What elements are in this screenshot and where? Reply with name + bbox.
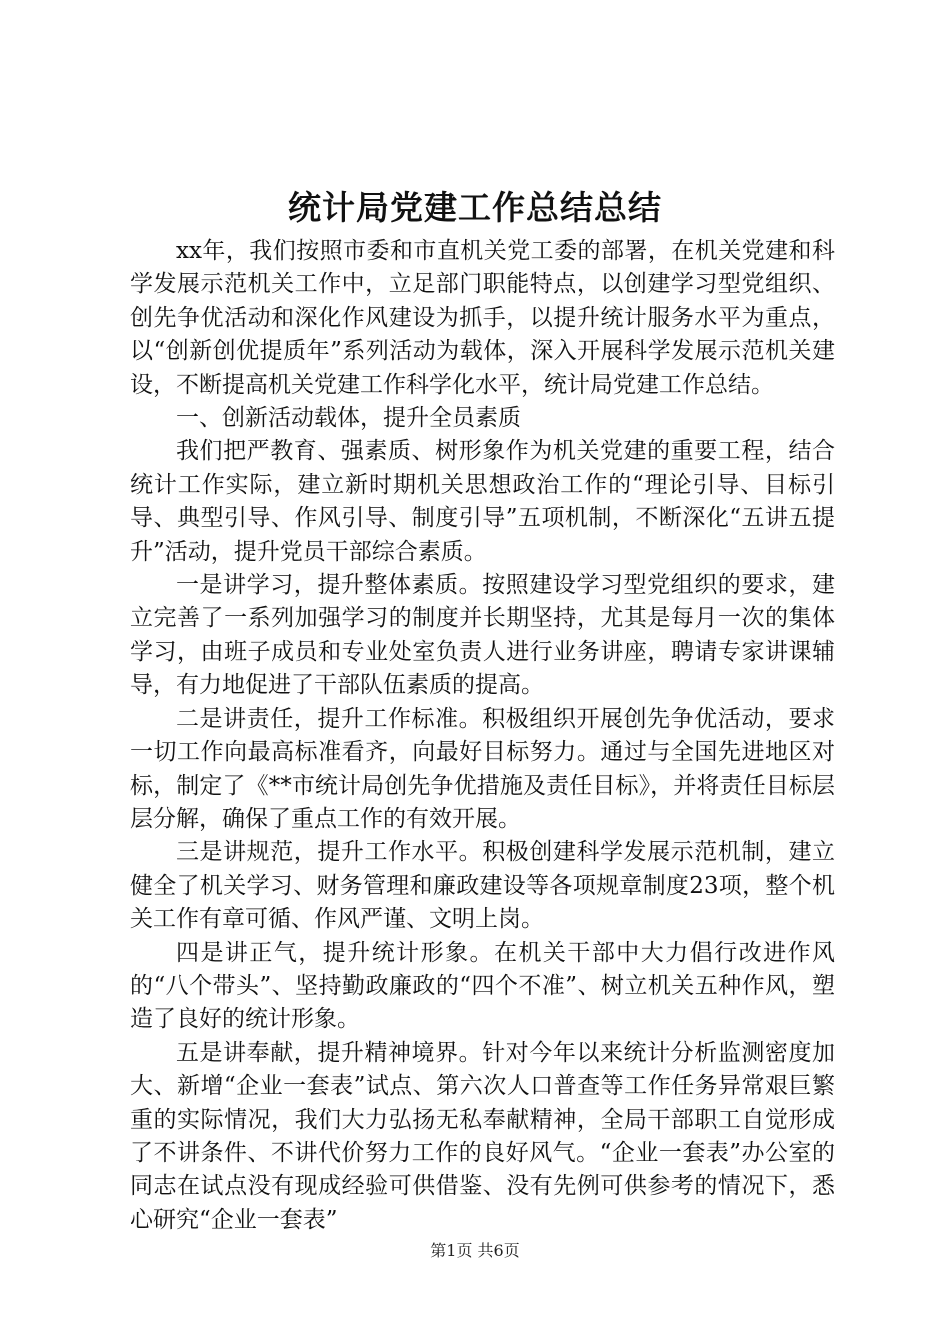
paragraph: 我们把严教育、强素质、树形象作为机关党建的重要工程，结合统计工作实际，建立新时期机关思想政治工作的“理论引导、目标引导、典型引导、作风引导、制度引导”五项机制，不断深化“五讲五提升”活动，提升党员干部综合素质。 <box>130 438 835 565</box>
paragraph: 二是讲责任，提升工作标准。积极组织开展创先争优活动，要求一切工作向最高标准看齐，向最好目标努力。通过与全国先进地区对标，制定了《**市统计局创先争优措施及责任目标》，并将责任目标层层分解，确保了重点工作的有效开展。 <box>130 705 835 832</box>
paragraph: 三是讲规范，提升工作水平。积极创建科学发展示范机制，建立健全了机关学习、财务管理和廉政建设等各项规章制度23项，整个机关工作有章可循、作风严谨、文明上岗。 <box>130 839 835 933</box>
paragraph: 一是讲学习，提升整体素质。按照建设学习型党组织的要求，建立完善了一系列加强学习的制度并长期坚持，尤其是每月一次的集体学习，由班子成员和专业处室负责人进行业务讲座，聘请专家讲课辅导，有力地促进了干部队伍素质的提高。 <box>130 572 835 699</box>
page-number-footer: 第1页 共6页 <box>430 1241 520 1260</box>
paragraph-intro: xx年，我们按照市委和市直机关党工委的部署，在机关党建和科学发展示范机关工作中，立足部门职能特点，以创建学习型党组织、创先争优活动和深化作风建设为抓手，以提升统计服务水平为重点，以“创新创优提质年”系列活动为载体，深入开展科学发展示范机关建设，不断提高机关党建工作科学化水平，统计局党建工作总结。 <box>130 238 835 398</box>
paragraph: 五是讲奉献，提升精神境界。针对今年以来统计分析监测密度加大、新增“企业一套表”试点、第六次人口普查等工作任务异常艰巨繁重的实际情况，我们大力弘扬无私奉献精神，全局干部职工自觉形成了不讲条件、不讲代价努力工作的良好风气。“企业一套表”办公室的同志在试点没有现成经验可供借鉴、没有先例可供参考的情况下，悉心研究“企业一套表” <box>130 1039 835 1233</box>
document-body <box>130 235 835 1237</box>
paragraph: 四是讲正气，提升统计形象。在机关干部中大力倡行改进作风的“八个带头”、坚持勤政廉政的“四个不准”、树立机关五种作风，塑造了良好的统计形象。 <box>130 939 835 1033</box>
document-title: 统计局党建工作总结总结 <box>288 188 662 227</box>
section-heading: 一、创新活动载体，提升全员素质 <box>176 405 521 432</box>
